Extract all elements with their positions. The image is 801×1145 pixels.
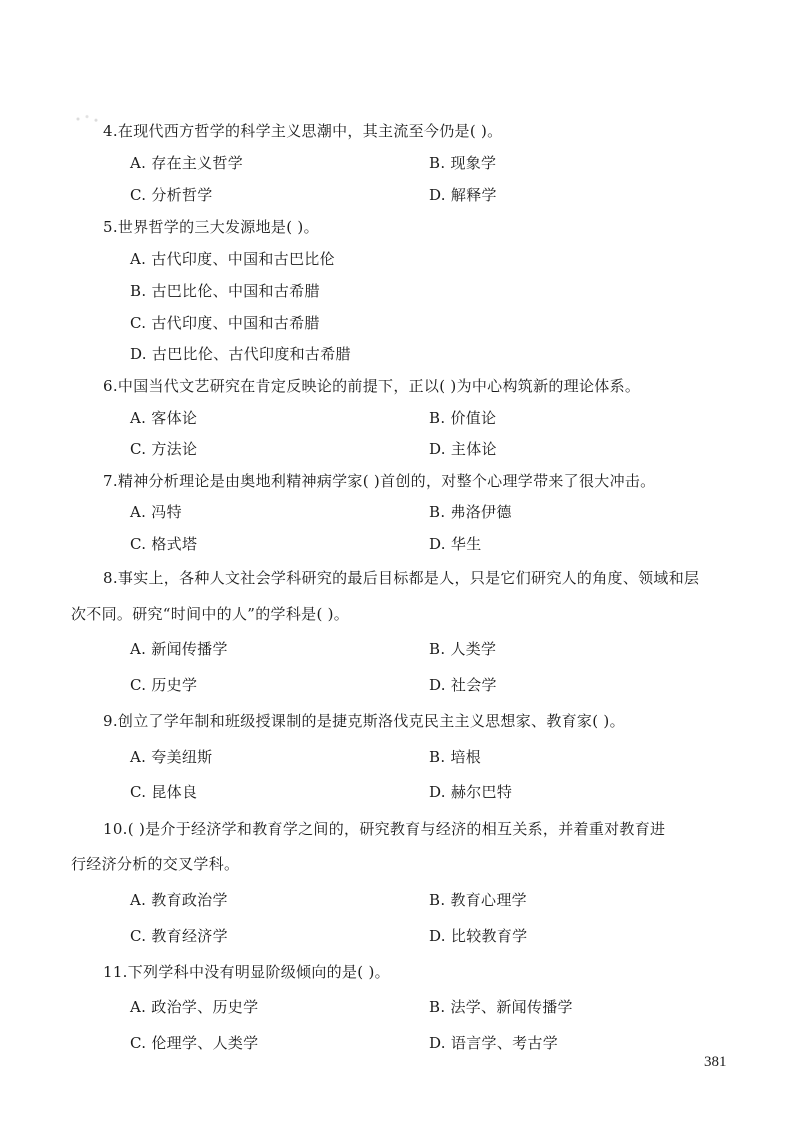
question-7-option-a: A. 冯特 — [130, 503, 182, 521]
question-4-stem: 4.在现代西方哲学的科学主义思潮中，其主流至今仍是( )。 — [103, 122, 503, 140]
question-5-option-b: B. 古巴比伦、中国和古希腊 — [130, 282, 320, 300]
question-9-option-d: D. 赫尔巴特 — [429, 783, 513, 801]
question-7-option-c: C. 格式塔 — [130, 535, 198, 553]
scan-speck — [72, 113, 102, 125]
question-9-option-a: A. 夸美纽斯 — [130, 748, 213, 766]
question-7-stem: 7.精神分析理论是由奥地利精神病学家( )首创的，对整个心理学带来了很大冲击。 — [103, 472, 656, 490]
question-9-option-b: B. 培根 — [429, 748, 482, 766]
question-6-option-d: D. 主体论 — [429, 440, 497, 458]
question-6-option-b: B. 价值论 — [429, 409, 497, 427]
question-7-option-b: B. 弗洛伊德 — [429, 503, 512, 521]
question-6-option-a: A. 客体论 — [130, 409, 198, 427]
question-11-option-b: B. 法学、新闻传播学 — [429, 998, 573, 1016]
question-4-option-d: D. 解释学 — [429, 186, 497, 204]
question-5-option-a: A. 古代印度、中国和古巴比伦 — [130, 250, 335, 268]
question-6-option-c: C. 方法论 — [130, 440, 198, 458]
question-9-stem: 9.创立了学年制和班级授课制的是捷克斯洛伐克民主主义思想家、教育家( )。 — [103, 712, 625, 730]
question-5-option-c: C. 古代印度、中国和古希腊 — [130, 314, 320, 332]
question-7-option-d: D. 华生 — [429, 535, 482, 553]
question-8-option-c: C. 历史学 — [130, 676, 198, 694]
question-4-option-c: C. 分析哲学 — [130, 186, 213, 204]
question-5-option-d: D. 古巴比伦、古代印度和古希腊 — [130, 345, 351, 363]
question-10-option-d: D. 比较教育学 — [429, 927, 528, 945]
question-4-option-b: B. 现象学 — [429, 154, 497, 172]
question-11-option-a: A. 政治学、历史学 — [130, 998, 259, 1016]
question-8-stem: 8.事实上，各种人文社会学科研究的最后目标都是人，只是它们研究人的角度、领域和层 — [103, 569, 700, 587]
question-8-option-a: A. 新闻传播学 — [130, 640, 228, 658]
question-8-option-d: D. 社会学 — [429, 676, 497, 694]
question-4-option-a: A. 存在主义哲学 — [130, 154, 244, 172]
page-number: 381 — [704, 1054, 727, 1070]
question-5-stem: 5.世界哲学的三大发源地是( )。 — [103, 218, 319, 236]
question-9-option-c: C. 昆体良 — [130, 783, 198, 801]
question-11-stem: 11.下列学科中没有明显阶级倾向的是( )。 — [103, 963, 390, 981]
question-10-option-c: C. 教育经济学 — [130, 927, 228, 945]
question-8-option-b: B. 人类学 — [429, 640, 497, 658]
question-10-stem-continued: 行经济分析的交叉学科。 — [71, 855, 240, 873]
question-8-stem-continued: 次不同。研究“时间中的人”的学科是( )。 — [71, 605, 350, 623]
question-11-option-d: D. 语言学、考古学 — [429, 1034, 559, 1052]
question-10-option-b: B. 教育心理学 — [429, 891, 527, 909]
question-6-stem: 6.中国当代文艺研究在肯定反映论的前提下，正以( )为中心构筑新的理论体系。 — [103, 377, 641, 395]
question-10-option-a: A. 教育政治学 — [130, 891, 228, 909]
question-11-option-c: C. 伦理学、人类学 — [130, 1034, 259, 1052]
question-10-stem: 10.( )是介于经济学和教育学之间的，研究教育与经济的相互关系，并着重对教育进 — [103, 820, 666, 838]
